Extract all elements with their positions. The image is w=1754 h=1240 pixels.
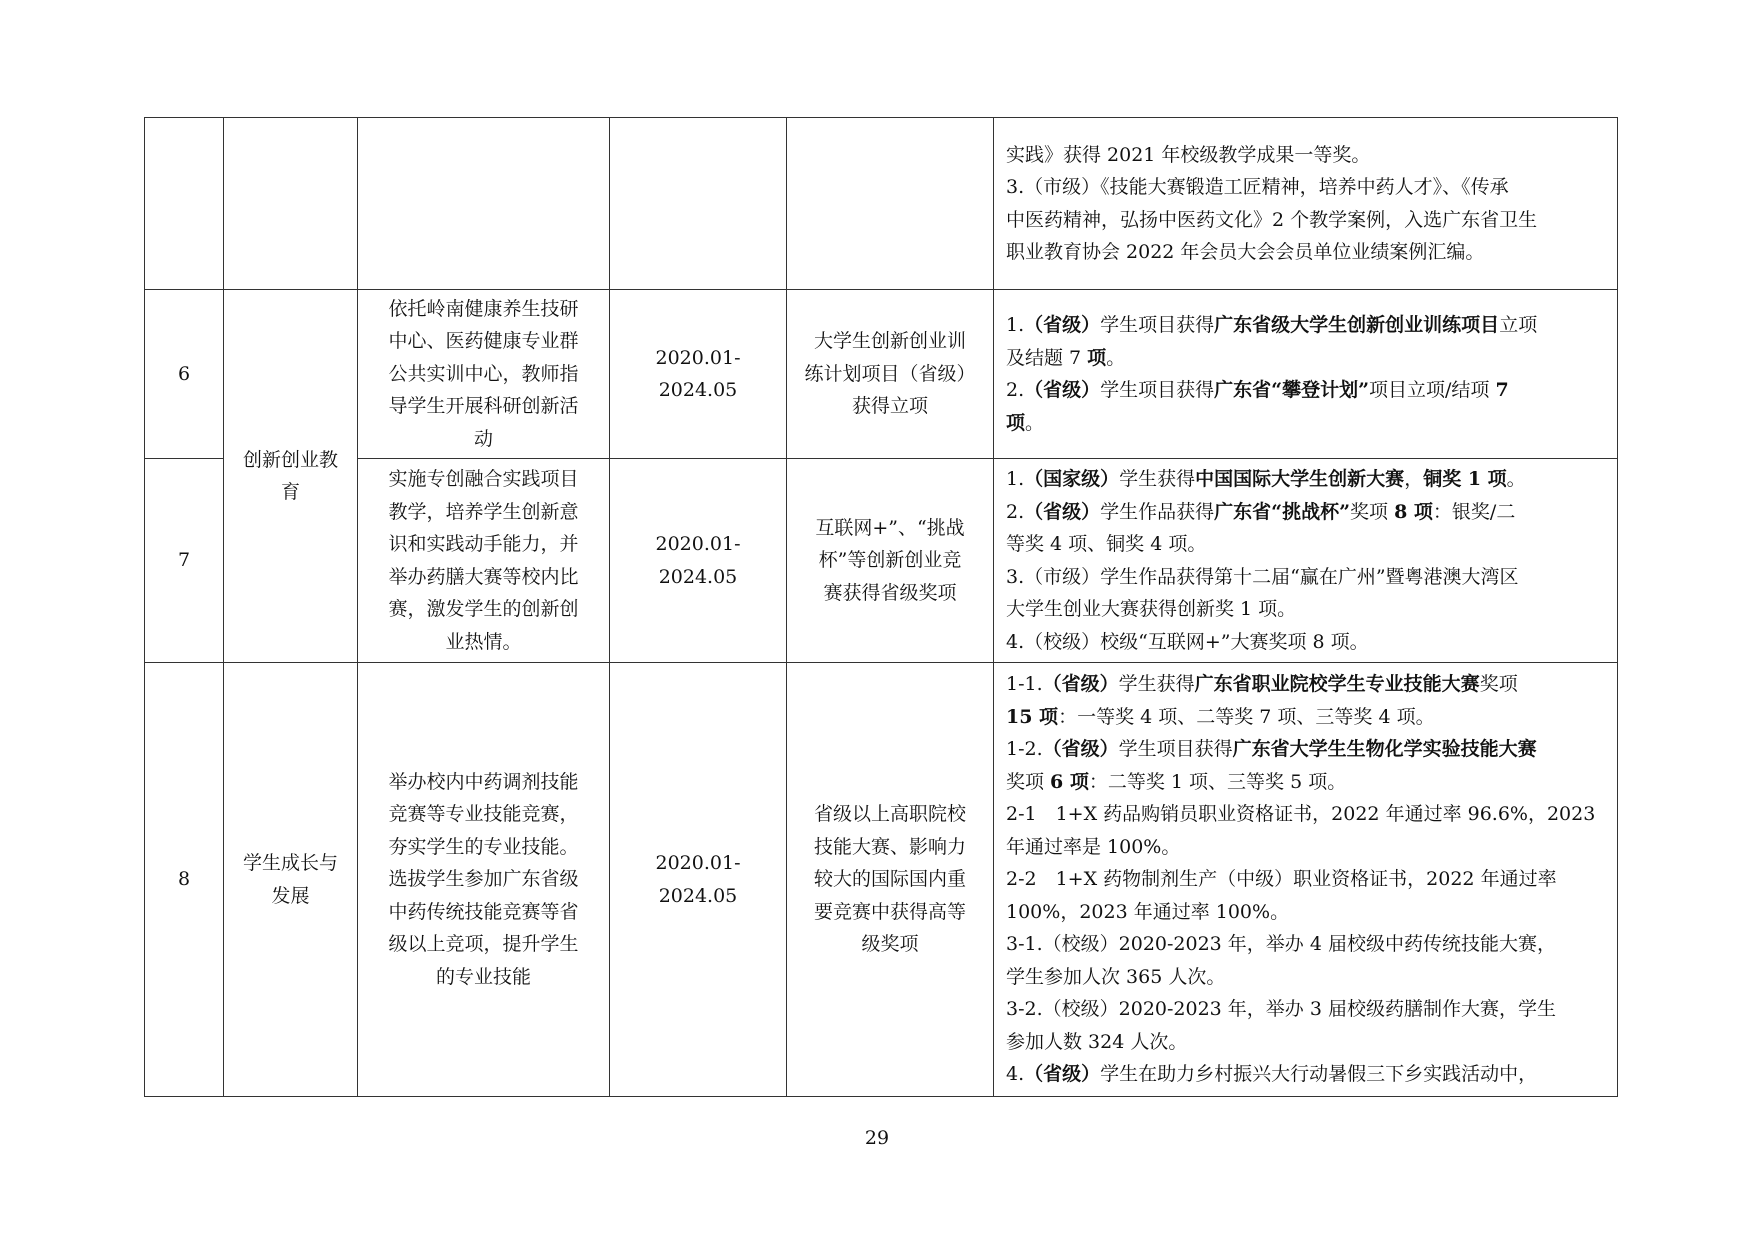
target-cell <box>787 663 994 1097</box>
result-line: 3-2.（校级）2020-2023 年，举办 3 届校级药膳制作大赛，学生 <box>1006 998 1556 1021</box>
bold-text: 6 项 <box>1050 770 1089 793</box>
result-line: 奖项 6 项：二等奖 1 项、三等奖 5 项。 <box>1006 770 1347 793</box>
row-number-cell: 6 <box>145 290 224 459</box>
cell-text-line: 育 <box>280 481 300 503</box>
cell-text-line: 教学，培养学生创新意 <box>388 500 579 523</box>
bold-text: 项 <box>1087 346 1107 369</box>
bold-text: 7 <box>1495 379 1509 401</box>
result-line: 1-2.（省级）学生项目获得广东省大学生生物化学实验技能大赛 <box>1006 738 1537 761</box>
cell-text-line: 依托岭南健康养生技研 <box>388 297 579 320</box>
measure-cell <box>358 459 610 663</box>
cell-text-line: 举办药膳大赛等校内比 <box>388 565 579 588</box>
bold-text: （国家级） <box>1024 468 1120 490</box>
result-line: 2-2 1+X 药物制剂生产（中级）职业资格证书，2022 年通过率 <box>1006 868 1557 891</box>
bold-text: （省级） <box>1042 673 1119 696</box>
measure-cell <box>358 663 610 1097</box>
result-line: 大学生创业大赛获得创新奖 1 项。 <box>1006 598 1297 620</box>
result-line: 3.（市级）学生作品获得第十二届“赢在广州”暨粤港澳大湾区 <box>1006 565 1519 588</box>
category-cell <box>224 663 358 1097</box>
results-cell <box>994 118 1618 290</box>
cell-text-line: 互联网+”、“挑战 <box>815 516 965 539</box>
cell-text-line: 赛，激发学生的创新创 <box>388 598 579 620</box>
result-line: 1-1.（省级）学生获得广东省职业院校学生专业技能大赛奖项 <box>1006 673 1518 696</box>
result-line: 实践》获得 2021 年校级教学成果一等奖。 <box>1006 143 1371 166</box>
cell-text-line: 竞赛等专业技能竞赛， <box>388 803 579 826</box>
results-table <box>144 117 1618 1097</box>
result-line: 2-1 1+X 药品购销员职业资格证书，2022 年通过率 96.6%，2023 <box>1006 803 1596 826</box>
cell-text-line: 中药传统技能竞赛等省 <box>388 900 579 923</box>
bold-text: 广东省职业院校学生专业技能大赛 <box>1194 673 1480 696</box>
cell-text-line: 杯”等创新创业竞 <box>818 549 962 572</box>
result-line: 1.（省级）学生项目获得广东省级大学生创新创业训练项目立项 <box>1006 314 1538 336</box>
cell-text-line: 动 <box>473 427 493 450</box>
cell-text-line: 中心、医药健康专业群 <box>388 330 579 353</box>
bold-text: 广东省级大学生创新创业训练项目 <box>1214 314 1500 336</box>
row-number-cell <box>145 118 224 290</box>
category-cell <box>224 118 358 290</box>
cell-text-line: 练计划项目（省级） <box>804 362 976 385</box>
cell-text-line: 导学生开展科研创新活 <box>388 395 579 418</box>
result-line: 100%，2023 年通过率 100%。 <box>1006 900 1290 923</box>
result-line: 2.（省级）学生项目获得广东省“攀登计划”项目立项/结项 7 <box>1006 379 1509 401</box>
result-line: 4.（省级）学生在助力乡村振兴大行动暑假三下乡实践活动中， <box>1006 1063 1538 1086</box>
row-number-cell: 8 <box>145 663 224 1097</box>
cell-text-line: 级奖项 <box>861 933 919 956</box>
table-row <box>145 290 1618 459</box>
bold-text: 15 项 <box>1006 705 1059 728</box>
result-line: 职业教育协会 2022 年会员大会会员单位业绩案例汇编。 <box>1006 241 1485 263</box>
cell-text-line: 大学生创新创业训 <box>813 330 966 353</box>
bold-text: 铜奖 1 项 <box>1423 468 1507 490</box>
bold-text: （省级） <box>1042 738 1119 761</box>
cell-text-line: 业热情。 <box>445 630 522 653</box>
result-line: 参加人数 324 人次。 <box>1006 1030 1188 1053</box>
cell-text-line: 夯实学生的专业技能。 <box>388 835 579 858</box>
cell-text-line: 选拔学生参加广东省级 <box>388 868 579 891</box>
cell-text-line: 获得立项 <box>851 395 928 418</box>
bold-text: （省级） <box>1024 1063 1101 1086</box>
cell-text-line: 公共实训中心，教师指 <box>388 362 579 385</box>
result-line: 学生参加人次 365 人次。 <box>1006 965 1226 988</box>
result-line: 1.（国家级）学生获得中国国际大学生创新大赛，铜奖 1 项。 <box>1006 468 1526 490</box>
category-cell <box>224 290 358 663</box>
bold-text: 8 项 <box>1394 500 1433 523</box>
result-line: 等奖 4 项、铜奖 4 项。 <box>1006 533 1207 555</box>
bold-text: 广东省“挑战杯” <box>1214 500 1351 523</box>
cell-text-line: 学生成长与 <box>242 852 338 874</box>
bold-text: （省级） <box>1024 314 1101 336</box>
result-line: 3.（市级）《技能大赛锻造工匠精神，培养中药人才》、《传承 <box>1006 176 1509 198</box>
table-row <box>145 663 1618 1097</box>
cell-text-line: 赛获得省级奖项 <box>823 581 957 604</box>
results-cell <box>994 663 1618 1097</box>
result-line: 项。 <box>1006 411 1045 434</box>
result-line: 中医药精神，弘扬中医药文化》2 个教学案例，入选广东省卫生 <box>1006 208 1538 231</box>
bold-text: 项 <box>1006 411 1026 434</box>
cell-text-line: 发展 <box>271 884 310 907</box>
target-cell <box>787 459 994 663</box>
result-line: 3-1.（校级）2020-2023 年，举办 4 届校级中药传统技能大赛， <box>1006 933 1556 956</box>
cell-text-line: 省级以上高职院校 <box>813 803 966 826</box>
cell-text-line: 实施专创融合实践项目 <box>388 468 579 490</box>
table-row <box>145 459 1618 663</box>
cell-text-line: 级以上竞项，提升学生 <box>388 933 579 956</box>
period-cell: 2020.01-2024.05 <box>610 663 787 1097</box>
bold-text: 广东省“攀登计划” <box>1214 379 1370 401</box>
bold-text: 中国国际大学生创新大赛 <box>1195 468 1405 490</box>
bold-text: （省级） <box>1024 500 1101 523</box>
cell-text-line: 的专业技能 <box>435 965 531 988</box>
cell-text-line: 创新创业教 <box>242 448 338 471</box>
results-cell <box>994 459 1618 663</box>
page-number: 29 <box>864 1127 890 1149</box>
target-cell <box>787 290 994 459</box>
table-row-continued <box>145 118 1618 290</box>
bold-text: （省级） <box>1024 379 1101 401</box>
measure-cell <box>358 290 610 459</box>
result-line: 年通过率是 100%。 <box>1006 835 1181 858</box>
result-line: 15 项：一等奖 4 项、二等奖 7 项、三等奖 4 项。 <box>1006 705 1435 728</box>
target-cell <box>787 118 994 290</box>
row-number-cell: 7 <box>145 459 224 663</box>
result-line: 4.（校级）校级“互联网+”大赛奖项 8 项。 <box>1006 630 1369 653</box>
cell-text-line: 举办校内中药调剂技能 <box>388 770 579 793</box>
result-line: 及结题 7 项。 <box>1006 346 1126 369</box>
period-cell: 2020.01-2024.05 <box>610 459 787 663</box>
cell-text-line: 技能大赛、影响力 <box>813 835 966 858</box>
result-line: 2.（省级）学生作品获得广东省“挑战杯”奖项 8 项：银奖/二 <box>1006 500 1516 523</box>
cell-text-line: 识和实践动手能力，并 <box>388 533 579 555</box>
results-cell <box>994 290 1618 459</box>
bold-text: 广东省大学生生物化学实验技能大赛 <box>1232 738 1537 761</box>
period-cell <box>610 118 787 290</box>
measure-cell <box>358 118 610 290</box>
cell-text-line: 较大的国际国内重 <box>813 868 966 891</box>
cell-text-line: 要竞赛中获得高等 <box>813 900 966 923</box>
period-cell: 2020.01-2024.05 <box>610 290 787 459</box>
